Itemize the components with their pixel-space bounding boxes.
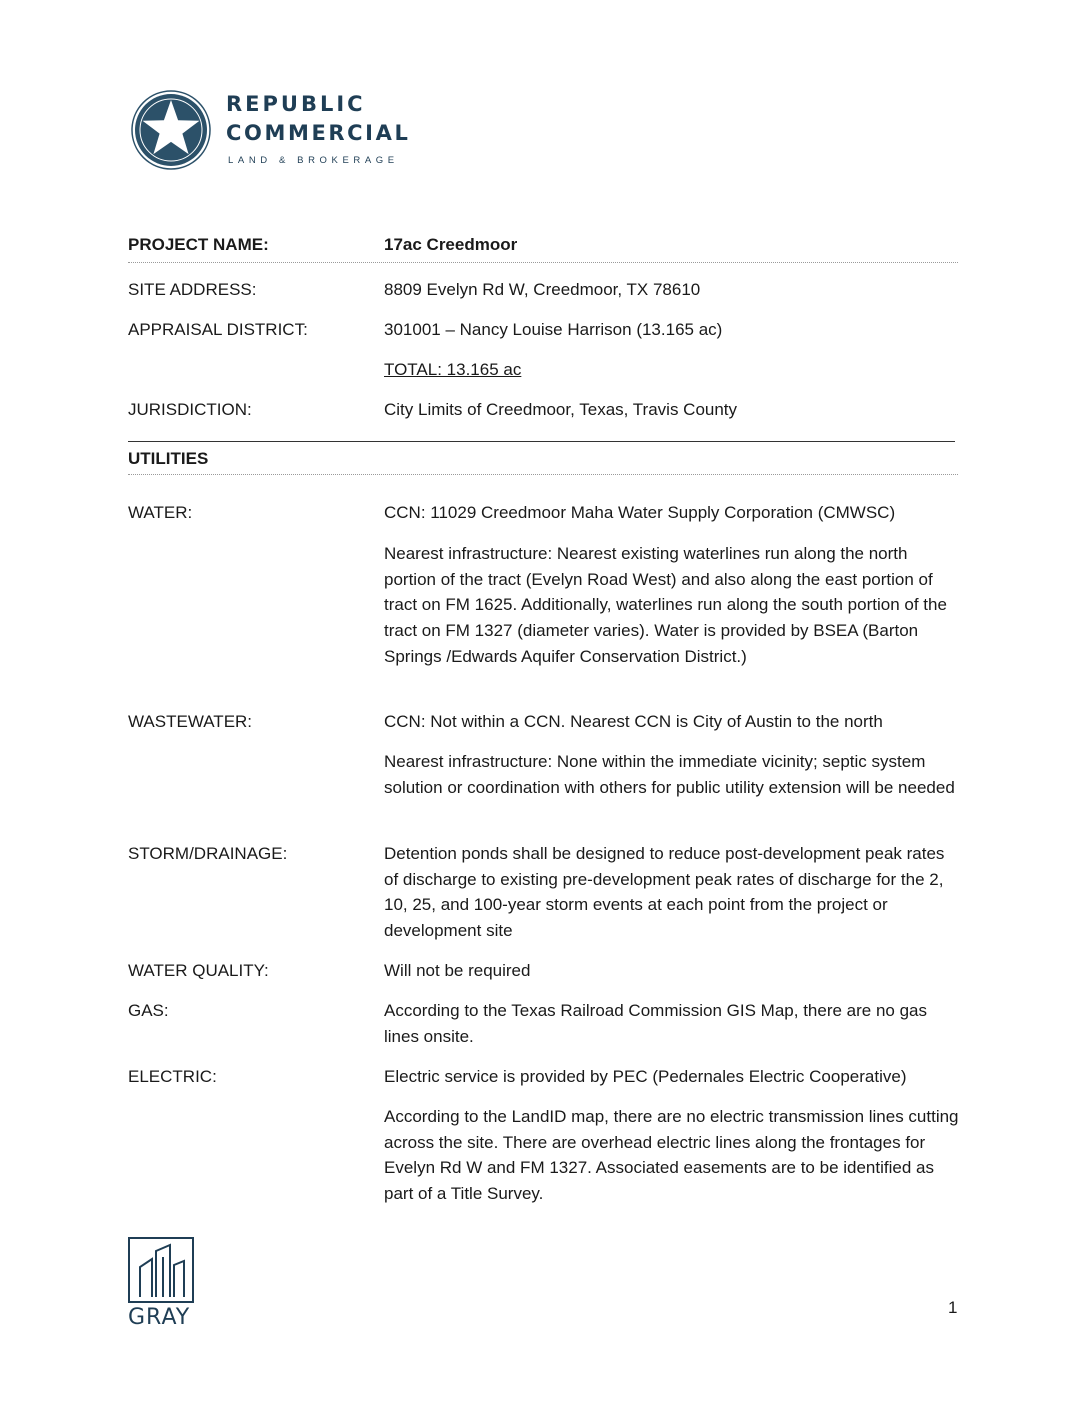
electric-value: Electric service is provided by PEC (Pedernales Electric Cooperative) [384,1067,907,1086]
jurisdiction-value: City Limits of Creedmoor, Texas, Travis County [384,400,738,419]
republic-commercial-logo [131,90,471,172]
appraisal-total: TOTAL: 13.165 ac [384,360,522,379]
water-ccn: CCN: 11029 Creedmoor Maha Water Supply Corporation (CMWSC) [384,503,896,522]
utilities-heading: UTILITIES [128,449,209,468]
divider-dotted [128,262,958,263]
building-skyline-icon [128,1237,194,1303]
project-name-value: 17ac Creedmoor [384,235,518,254]
storm-drainage-value: Detention ponds shall be designed to reduce post-development peak rates of discharge to existing pre-development peak rates of discharge for the 2, 10, 25, and 100-year storm events at each point from the project or development site [384,844,945,941]
star-seal-icon [131,90,211,170]
logo-name-line1: REPUBLIC [226,92,366,116]
water-label: WATER: [128,503,193,522]
page-number: 1 [948,1298,958,1317]
water-quality-value: Will not be required [384,961,531,980]
appraisal-district-value: 301001 – Nancy Louise Harrison (13.165 ac) [384,320,723,339]
electric-label: ELECTRIC: [128,1067,217,1086]
gas-label: GAS: [128,1001,169,1020]
wastewater-label: WASTEWATER: [128,712,253,731]
logo-tagline: LAND & BROKERAGE [228,155,399,166]
gray-wordmark: GRAY [128,1305,191,1330]
divider-solid [128,441,955,442]
water-quality-label: WATER QUALITY: [128,961,269,980]
gray-logo [128,1237,198,1330]
storm-drainage-label: STORM/DRAINAGE: [128,844,288,863]
project-name-label: PROJECT NAME: [128,235,269,254]
gas-value: According to the Texas Railroad Commission GIS Map, there are no gas lines onsite. [384,1001,928,1046]
electric-detail: According to the LandID map, there are no electric transmission lines cutting across the site. There are overhead electric lines along the frontages for Evelyn Rd W and FM 1327. Associated easements are to be identified as part of a Title Survey. [384,1107,959,1204]
logo-name-line2: COMMERCIAL [226,121,411,145]
divider-dotted [128,474,958,475]
site-address-label: SITE ADDRESS: [128,280,257,299]
water-infrastructure: Nearest infrastructure: Nearest existing waterlines run along the north portion of the tract (Evelyn Road West) and also along the east portion of tract on FM 1625. Additionally, waterlines run along the south portion of the tract on FM 1327 (diameter varies). Water is provided by BSEA (Barton Springs /Edwards Aquifer Conservation District.) [384,544,947,666]
site-address-value: 8809 Evelyn Rd W, Creedmoor, TX 78610 [384,280,701,299]
wastewater-infrastructure: Nearest infrastructure: None within the immediate vicinity; septic system solution or coordination with others for public utility extension will be needed [384,752,955,797]
jurisdiction-label: JURISDICTION: [128,400,252,419]
wastewater-ccn: CCN: Not within a CCN. Nearest CCN is City of Austin to the north [384,712,883,731]
appraisal-district-label: APPRAISAL DISTRICT: [128,320,308,339]
